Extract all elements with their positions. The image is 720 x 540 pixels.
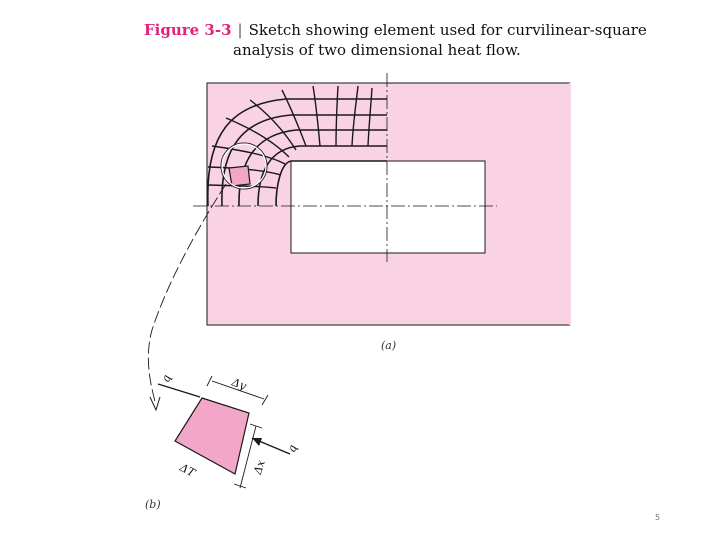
q-arrow-right-head (252, 438, 262, 446)
q-left-label: q (158, 373, 174, 385)
delta-x-label: Δx (251, 458, 268, 476)
delta-t-label: ΔT (177, 460, 198, 480)
delta-y-label: Δy (230, 375, 248, 393)
inner-cavity (291, 161, 485, 253)
page-number: 5 (655, 513, 661, 522)
figure-label: Figure 3-3 (144, 21, 232, 39)
caption-separator: | (237, 21, 243, 39)
highlighted-element (229, 166, 250, 186)
dy-extension-right (262, 395, 268, 405)
caption-text-line2: analysis of two dimensional heat flow. (233, 41, 521, 59)
dy-extension-left (207, 376, 212, 386)
callout-arrowhead (150, 397, 160, 410)
part-a-label: (a) (381, 339, 397, 352)
q-arrow-left (158, 384, 200, 397)
caption-text-line1: Sketch showing element used for curvilinear-square (248, 21, 647, 39)
q-right-label: q (284, 443, 300, 455)
part-b-label: (b) (145, 498, 161, 511)
